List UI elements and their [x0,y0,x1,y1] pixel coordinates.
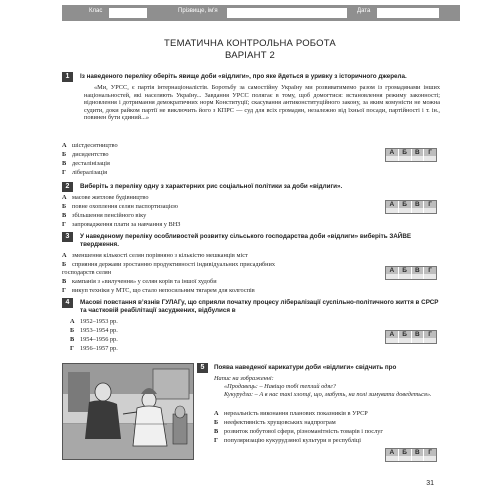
answer-grid[interactable] [385,200,437,214]
answer-option: А масове житлове будівництво [62,194,149,201]
student-info-bar [62,5,460,21]
name-label: Прізвище, ім'я [178,8,218,14]
caption-corn: Кукурудза: – А в нас такі хлопці, що, мабуть, на полі зимувати доведеться». [224,391,432,398]
answer-grid[interactable] [385,148,437,162]
answer-cell-b[interactable]: Б [399,331,412,343]
page-number: 31 [426,480,434,487]
answer-cell-v[interactable]: В [412,449,425,461]
answer-cell-v[interactable]: В [412,149,425,161]
answer-cell-a[interactable]: А [386,149,399,161]
question-prompt: Виберіть з переліку одну з характерних рис соціальної політики за доби «відлиги». [80,183,343,190]
answer-cell-g[interactable]: Г [424,149,436,161]
question-number: 4 [62,298,73,308]
cartoon-illustration [63,364,193,459]
answer-option: А зменшення кількості селян порівняно з кількістю мешканців міст [62,252,248,259]
date-label: Дата [357,8,371,14]
answer-cell-g[interactable]: Г [424,331,436,343]
answer-option: В десталінізація [62,160,110,167]
caption-heading: Напис на зображенні: [214,375,274,382]
answer-option: В кампанія з «вилучення» у селян корів та іншої худоби [62,278,217,285]
page-title: ТЕМАТИЧНА КОНТРОЛЬНА РОБОТА [164,38,336,49]
question-prompt: Масові повстання в’язнів ГУЛАГу, що сприяли початку процесу лібералізації суспільно-політичного життя в СРСР та частковій реабілітації засуджених, відбулися в [80,299,439,314]
answer-cell-g[interactable]: Г [424,267,436,279]
answer-cell-a[interactable]: А [386,449,399,461]
answer-option: А 1952–1953 рр. [70,318,118,325]
question-number: 1 [62,72,73,82]
variant-title: ВАРІАНТ 2 [224,50,276,61]
answer-cell-a[interactable]: А [386,267,399,279]
caption-seller: «Продавець: – Навіщо тобі теплий одяг? [224,383,336,390]
answer-option: Б повне охоплення селян паспортизацією [62,203,178,210]
answer-option: Б неефективність хрущовських надпрограм [214,419,336,426]
answer-option: Б 1953–1954 рр. [70,327,118,334]
class-field[interactable] [109,8,147,18]
answer-cell-v[interactable]: В [412,267,425,279]
source-quote: «Ми, УРСС, є партія інтернаціоналістів. Боротьбу за самостійну Україну ми розвиватимемо разом із громадянами інших національностей, які населяють Україну... Завдання УРСС полягає в тому, щоб домогтися: встановлення режиму законності; відновлення і дотримання демократичних норм Конституції; скасування антиконституційного закону, за яким комуністи не можна судити, доки райком партії не виключить його з КПРС — суд для всіх громадян, незалежно від їхньої посади, партійності і т. ін., повинен бути єдиний...» [84,84,440,122]
answer-cell-v[interactable]: В [412,201,425,213]
answer-cell-b[interactable]: Б [399,267,412,279]
answer-option: Г викуп техніки у МТС, що стало непосильним тягарем для колгоспів [62,287,255,294]
question-number: 5 [197,363,208,373]
class-label: Клас [89,8,103,14]
answer-option: В розвиток побутової сфери, різноманітність товарів і послуг [214,428,383,435]
question-prompt: У наведеному переліку особливостей розвитку сільського господарства доби «відлиги» виберіть ЗАЙВЕ твердження. [80,233,412,248]
answer-cell-v[interactable]: В [412,331,425,343]
answer-option: Г популяризацію кукурудзяної культури в республіці [214,437,362,444]
answer-option: Б дисидентство [62,151,109,158]
answer-cell-b[interactable]: Б [399,201,412,213]
name-field[interactable] [227,8,347,18]
answer-cell-b[interactable]: Б [399,449,412,461]
cartoon-image [62,363,194,460]
answer-option: Г 1956–1957 рр. [70,345,118,352]
answer-cell-a[interactable]: А [386,201,399,213]
question-number: 2 [62,182,73,192]
answer-cell-g[interactable]: Г [424,201,436,213]
answer-option: Б сприяння держави зростанню продуктивності індивідуальних присадибних господарств селян [62,261,276,276]
answer-cell-a[interactable]: А [386,331,399,343]
answer-option: Г лібералізація [62,169,107,176]
answer-option: В 1954–1956 рр. [70,336,118,343]
question-prompt: Поява наведеної карикатури доби «відлиги» свідчить про [214,364,397,371]
date-field[interactable] [377,8,439,18]
answer-cell-b[interactable]: Б [399,149,412,161]
answer-grid[interactable] [385,266,437,280]
answer-option: А шістдесятництво [62,142,118,149]
question-prompt: Із наведеного переліку оберіть явище доби «відлиги», про яке йдеться в уривку з історичного джерела. [80,73,407,80]
answer-option: В збільшення пенсійного віку [62,212,147,219]
answer-grid[interactable] [385,330,437,344]
answer-cell-g[interactable]: Г [424,449,436,461]
answer-grid[interactable] [385,448,437,462]
question-number: 3 [62,232,73,242]
answer-option: Г запровадження плати за навчання у ВНЗ [62,221,181,228]
answer-option: А нереальність виконання планових показників в УРСР [214,410,368,417]
